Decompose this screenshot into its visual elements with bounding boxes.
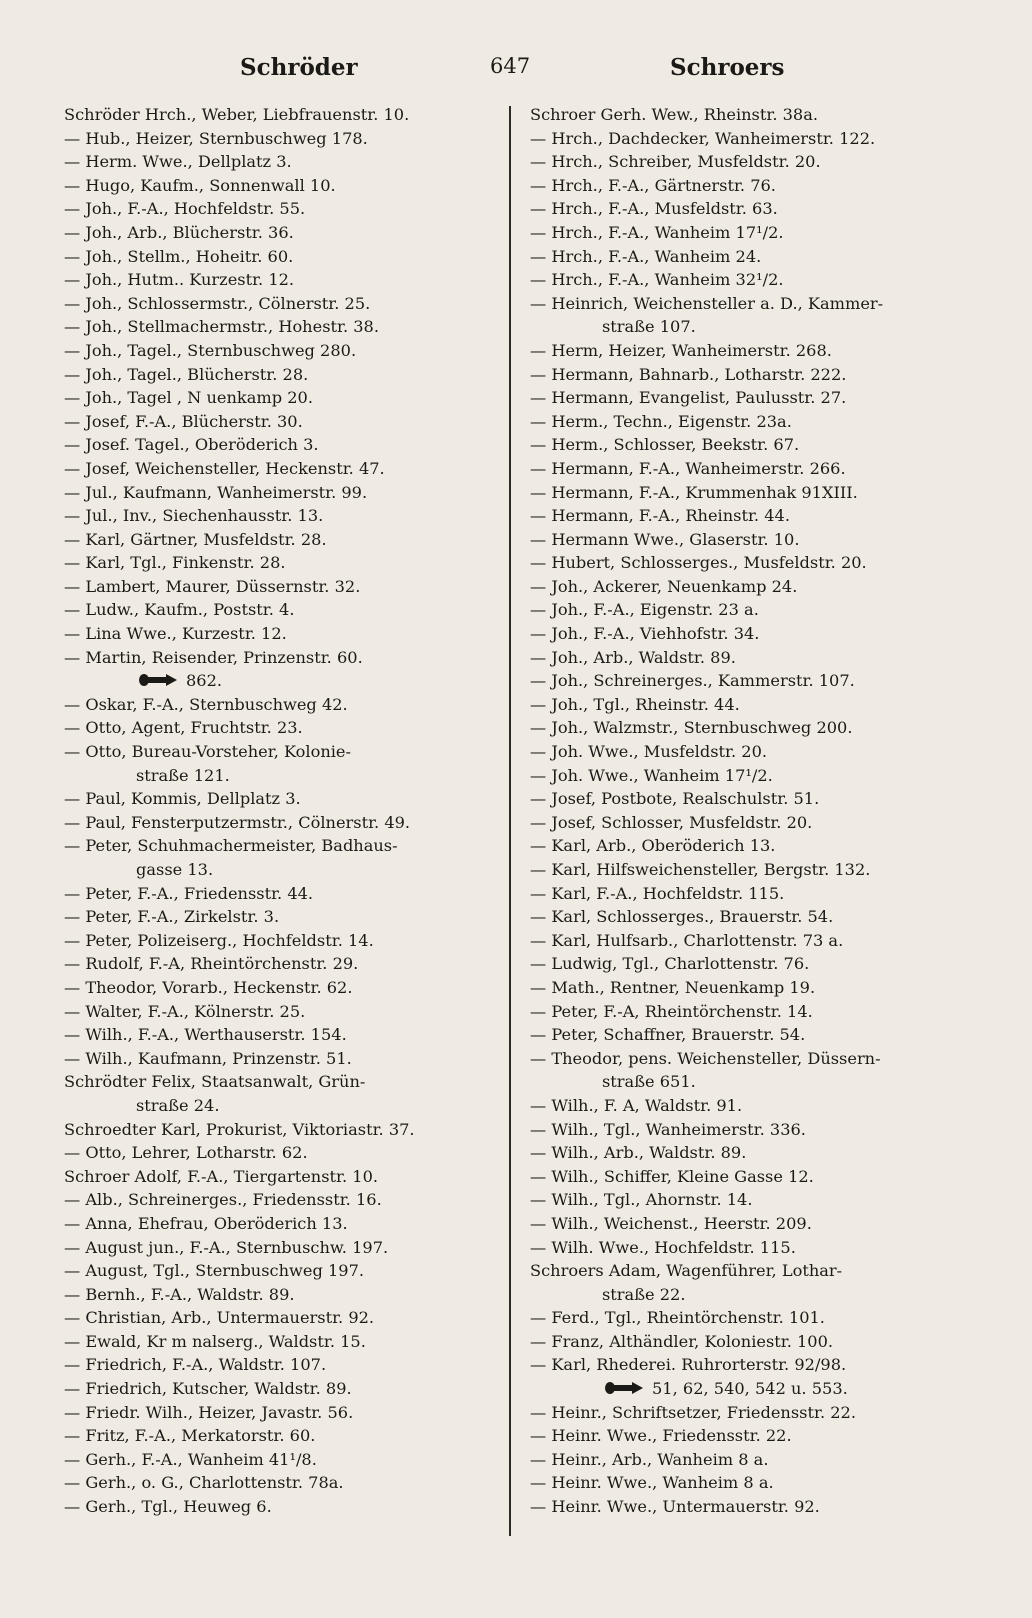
- directory-entry: [64, 1471, 496, 1495]
- directory-entry: [64, 127, 496, 151]
- entry-text: — Josef, Postbote, Realschulstr. 51.: [530, 789, 820, 809]
- directory-entry: [530, 811, 960, 835]
- entry-text: — Karl, F.-A., Hochfeldstr. 115.: [530, 883, 785, 903]
- entry-text: — Jul., Kaufmann, Wanheimerstr. 99.: [64, 482, 368, 502]
- entry-text: — Ewald, Kr m nalserg., Waldstr. 15.: [64, 1331, 366, 1351]
- directory-entry: [64, 551, 496, 575]
- entry-text: Schröder Hrch., Weber, Liebfrauenstr. 10.: [64, 105, 410, 124]
- directory-entry: [530, 669, 960, 693]
- entry-text: — Peter, F.-A., Zirkelstr. 3.: [64, 907, 280, 927]
- entry-text: — Paul, Fensterputzermstr., Cölnerstr. 49.: [64, 812, 411, 832]
- entry-text: — Heinr., Arb., Wanheim 8 a.: [530, 1449, 769, 1469]
- entry-text: — Theodor, Vorarb., Heckenstr. 62.: [64, 977, 353, 997]
- directory-entry: [530, 1188, 960, 1212]
- directory-entry: [64, 1353, 496, 1377]
- directory-entry: [530, 1330, 960, 1354]
- directory-entry: [64, 598, 496, 622]
- directory-entry: [530, 764, 960, 788]
- directory-entry: [530, 386, 960, 410]
- entry-text: — Hrch., F.-A., Gärtnerstr. 76.: [530, 175, 776, 195]
- entry-text: — Joh., Schreinerges., Kammerstr. 107.: [530, 671, 855, 691]
- entry-text: — Theodor, pens. Weichensteller, Düssern-: [530, 1048, 881, 1068]
- directory-entry: [64, 1306, 496, 1330]
- entry-text: — Wilh., Weichenst., Heerstr. 209.: [530, 1213, 812, 1233]
- directory-entry: [64, 1118, 496, 1142]
- directory-entry: [530, 716, 960, 740]
- directory-entry: [64, 1023, 496, 1047]
- directory-entry: [530, 858, 960, 882]
- entry-continuation: [530, 315, 960, 339]
- entry-text: — Ludw., Kaufm., Poststr. 4.: [64, 600, 295, 620]
- directory-entry: [530, 1306, 960, 1330]
- entry-text: 51, 62, 540, 542 u. 553.: [652, 1379, 848, 1399]
- entry-continuation: [64, 1094, 496, 1118]
- entry-text: — Heinrich, Weichensteller a. D., Kammer-: [530, 293, 884, 313]
- directory-entry: [64, 221, 496, 245]
- entry-text: — Wilh., Tgl., Wanheimerstr. 336.: [530, 1119, 806, 1139]
- directory-entry: [64, 787, 496, 811]
- directory-entry: [64, 150, 496, 174]
- directory-entry: [530, 622, 960, 646]
- entry-continuation: [530, 1070, 960, 1094]
- directory-entry: [64, 1188, 496, 1212]
- entry-text: — Friedrich, Kutscher, Waldstr. 89.: [64, 1379, 352, 1399]
- entry-text: — Jul., Inv., Siechenhausstr. 13.: [64, 506, 324, 526]
- entry-text: — Hrch., F.-A., Musfeldstr. 63.: [530, 199, 778, 219]
- column-divider: [509, 106, 511, 1536]
- entry-text: — Joh., Tgl., Rheinstr. 44.: [530, 694, 740, 714]
- directory-entry: [530, 646, 960, 670]
- entry-text: — Hrch., Schreiber, Musfeldstr. 20.: [530, 152, 821, 172]
- directory-entry: [64, 882, 496, 906]
- directory-entry: [64, 481, 496, 505]
- directory-entry: [64, 1330, 496, 1354]
- entry-text: — Joh., Schlossermstr., Cölnerstr. 25.: [64, 293, 371, 313]
- page-number: 647: [490, 54, 531, 78]
- directory-entry: [530, 363, 960, 387]
- entry-text: — Joh., Ackerer, Neuenkamp 24.: [530, 576, 798, 596]
- directory-entry: [530, 528, 960, 552]
- entry-text: — Bernh., F.-A., Waldstr. 89.: [64, 1284, 295, 1304]
- directory-entry: [64, 103, 496, 127]
- directory-entry: [530, 952, 960, 976]
- entry-text: — Hrch., F.-A., Wanheim 32¹/2.: [530, 270, 784, 290]
- entry-text: — Gerh., Tgl., Heuweg 6.: [64, 1497, 272, 1517]
- directory-entry: [530, 1471, 960, 1495]
- entry-text: — Karl, Hulfsarb., Charlottenstr. 73 a.: [530, 930, 844, 950]
- entry-text: — Wilh., Tgl., Ahornstr. 14.: [530, 1190, 753, 1210]
- directory-entry: [64, 315, 496, 339]
- entry-text: — Joh., F.-A., Viehhofstr. 34.: [530, 624, 760, 644]
- directory-entry: [64, 339, 496, 363]
- entry-text: — Heinr. Wwe., Untermauerstr. 92.: [530, 1497, 820, 1517]
- entry-text: gasse 13.: [136, 860, 214, 879]
- entry-text: — Martin, Reisender, Prinzenstr. 60.: [64, 647, 363, 667]
- entry-continuation: [64, 858, 496, 882]
- directory-entry: [64, 976, 496, 1000]
- entry-text: — Karl, Tgl., Finkenstr. 28.: [64, 553, 286, 573]
- entry-text: — Math., Rentner, Neuenkamp 19.: [530, 977, 816, 997]
- directory-entry: [530, 481, 960, 505]
- entry-text: — Wilh., F. A, Waldstr. 91.: [530, 1095, 743, 1115]
- directory-entry: [64, 528, 496, 552]
- directory-entry: [64, 245, 496, 269]
- entry-text: — Herm., Schlosser, Beekstr. 67.: [530, 435, 800, 455]
- directory-entry: [64, 433, 496, 457]
- directory-entry: [530, 268, 960, 292]
- directory-entry: [530, 292, 960, 316]
- right-column: [530, 103, 960, 1519]
- directory-entry: [64, 504, 496, 528]
- entry-continuation: [530, 1283, 960, 1307]
- directory-entry: [530, 1000, 960, 1024]
- directory-entry: [530, 929, 960, 953]
- entry-text: straße 121.: [136, 765, 230, 785]
- directory-entry: [530, 1401, 960, 1425]
- directory-entry: [64, 1495, 496, 1519]
- directory-entry: [530, 127, 960, 151]
- entry-text: — Hermann, F.-A., Krummenhak 91XIII.: [530, 482, 858, 502]
- entry-text: — Otto, Lehrer, Lotharstr. 62.: [64, 1143, 308, 1163]
- entry-text: — Herm, Heizer, Wanheimerstr. 268.: [530, 340, 832, 360]
- directory-entry: [530, 740, 960, 764]
- entry-text: — Josef, Weichensteller, Heckenstr. 47.: [64, 458, 385, 478]
- directory-entry: [530, 1448, 960, 1472]
- directory-entry: [64, 1141, 496, 1165]
- entry-text: — Joh. Wwe., Wanheim 17¹/2.: [530, 765, 773, 785]
- directory-entry: [530, 1165, 960, 1189]
- directory-entry: [64, 197, 496, 221]
- entry-text: — Wilh., Arb., Waldstr. 89.: [530, 1143, 747, 1163]
- entry-text: — Heinr. Wwe., Friedensstr. 22.: [530, 1426, 792, 1446]
- entry-text: — Herm., Techn., Eigenstr. 23a.: [530, 411, 792, 431]
- directory-entry: [530, 410, 960, 434]
- entry-text: — Hrch., Dachdecker, Wanheimerstr. 122.: [530, 128, 876, 148]
- directory-entry: [64, 1165, 496, 1189]
- directory-entry: [530, 882, 960, 906]
- entry-text: — Joh., Arb., Blücherstr. 36.: [64, 222, 294, 242]
- entry-text: — Lina Wwe., Kurzestr. 12.: [64, 624, 287, 644]
- entry-text: — Gerh., F.-A., Wanheim 41¹/8.: [64, 1449, 317, 1469]
- entry-text: 862.: [186, 671, 223, 691]
- entry-text: — Paul, Kommis, Dellplatz 3.: [64, 789, 301, 809]
- entry-text: — Josef. Tagel., Oberöderich 3.: [64, 435, 319, 455]
- entry-text: — Friedrich, F.-A., Waldstr. 107.: [64, 1355, 327, 1375]
- entry-text: — Wilh., Schiffer, Kleine Gasse 12.: [530, 1166, 814, 1186]
- directory-entry: [64, 386, 496, 410]
- directory-entry: [530, 1094, 960, 1118]
- directory-entry: [64, 1000, 496, 1024]
- directory-entry: [64, 1259, 496, 1283]
- entry-text: Schroedter Karl, Prokurist, Viktoriastr. 37.: [64, 1119, 415, 1139]
- directory-entry: [530, 103, 960, 127]
- telephone-line: [530, 1377, 960, 1401]
- entry-text: straße 24.: [136, 1095, 220, 1115]
- directory-entry: [530, 787, 960, 811]
- entry-text: — Joh., Arb., Waldstr. 89.: [530, 647, 736, 667]
- entry-text: — Karl, Hilfsweichensteller, Bergstr. 132.: [530, 860, 871, 879]
- directory-entry: [64, 929, 496, 953]
- directory-entry: [530, 1353, 960, 1377]
- directory-entry: [64, 1236, 496, 1260]
- directory-entry: [64, 1212, 496, 1236]
- entry-text: — Peter, F.-A, Rheintörchenstr. 14.: [530, 1001, 813, 1021]
- directory-entry: [530, 245, 960, 269]
- telephone-icon: [138, 673, 178, 687]
- entry-text: straße 651.: [602, 1072, 696, 1092]
- entry-text: — Hub., Heizer, Sternbuschweg 178.: [64, 128, 368, 148]
- telephone-icon: [604, 1381, 644, 1395]
- directory-entry: [530, 457, 960, 481]
- entry-text: — Alb., Schreinerges., Friedensstr. 16.: [64, 1190, 382, 1210]
- directory-entry: [64, 1448, 496, 1472]
- entry-text: — Karl, Arb., Oberöderich 13.: [530, 836, 776, 856]
- directory-entry: [64, 811, 496, 835]
- directory-entry: [530, 575, 960, 599]
- entry-text: — Heinr., Schriftsetzer, Friedensstr. 22.: [530, 1402, 856, 1422]
- directory-entry: [64, 693, 496, 717]
- directory-entry: [64, 1070, 496, 1094]
- entry-text: straße 22.: [602, 1284, 686, 1304]
- directory-entry: [64, 905, 496, 929]
- entry-text: — Peter, Schaffner, Brauerstr. 54.: [530, 1025, 806, 1045]
- directory-entry: [64, 1424, 496, 1448]
- entry-text: Schrödter Felix, Staatsanwalt, Grün-: [64, 1072, 366, 1092]
- entry-text: — Joh. Wwe., Musfeldstr. 20.: [530, 742, 768, 762]
- entry-text: — Hermann, F.-A., Wanheimerstr. 266.: [530, 458, 846, 478]
- entry-text: — Lambert, Maurer, Düssernstr. 32.: [64, 576, 361, 596]
- directory-entry: [530, 1023, 960, 1047]
- entry-text: — Wilh., Kaufmann, Prinzenstr. 51.: [64, 1048, 352, 1068]
- entry-text: — Joh., Tagel , N uenkamp 20.: [64, 388, 313, 408]
- entry-text: — Wilh. Wwe., Hochfeldstr. 115.: [530, 1237, 796, 1257]
- entry-text: — Karl, Schlosserges., Brauerstr. 54.: [530, 907, 834, 927]
- entry-text: — Joh., Walzmstr., Sternbuschweg 200.: [530, 718, 853, 738]
- entry-text: — Otto, Bureau-Vorsteher, Kolonie-: [64, 742, 351, 762]
- entry-text: — Friedr. Wilh., Heizer, Javastr. 56.: [64, 1402, 354, 1422]
- directory-entry: [530, 1424, 960, 1448]
- directory-entry: [64, 622, 496, 646]
- directory-entry: [64, 1283, 496, 1307]
- directory-entry: [530, 221, 960, 245]
- entry-text: — Hugo, Kaufm., Sonnenwall 10.: [64, 175, 336, 195]
- entry-text: — Josef, Schlosser, Musfeldstr. 20.: [530, 812, 813, 832]
- entry-text: — Heinr. Wwe., Wanheim 8 a.: [530, 1473, 774, 1493]
- directory-entry: [64, 952, 496, 976]
- entry-text: — Karl, Gärtner, Musfeldstr. 28.: [64, 529, 327, 549]
- directory-entry: [530, 1259, 960, 1283]
- entry-text: — Joh., Stellmachermstr., Hohestr. 38.: [64, 317, 379, 337]
- entry-text: — Josef, F.-A., Blücherstr. 30.: [64, 411, 303, 431]
- directory-entry: [64, 1401, 496, 1425]
- entry-text: Schroers Adam, Wagenführer, Lothar-: [530, 1261, 843, 1281]
- directory-entry: [530, 598, 960, 622]
- entry-text: — Herm. Wwe., Dellplatz 3.: [64, 152, 292, 172]
- entry-text: — Wilh., F.-A., Werthauserstr. 154.: [64, 1025, 347, 1045]
- entry-text: — Hermann Wwe., Glaserstr. 10.: [530, 529, 800, 549]
- directory-entry: [530, 433, 960, 457]
- entry-text: — Hubert, Schlosserges., Musfeldstr. 20.: [530, 553, 867, 573]
- entry-text: — Hermann, F.-A., Rheinstr. 44.: [530, 506, 790, 526]
- directory-entry: [530, 551, 960, 575]
- entry-text: — Christian, Arb., Untermauerstr. 92.: [64, 1308, 375, 1328]
- entry-text: — August jun., F.-A., Sternbuschw. 197.: [64, 1237, 389, 1257]
- entry-text: — Anna, Ehefrau, Oberöderich 13.: [64, 1213, 348, 1233]
- entry-text: — Oskar, F.-A., Sternbuschweg 42.: [64, 694, 348, 714]
- directory-entry: [64, 292, 496, 316]
- directory-entry: [530, 1047, 960, 1071]
- entry-text: — Rudolf, F.-A, Rheintörchenstr. 29.: [64, 954, 359, 974]
- entry-text: — Peter, Schuhmachermeister, Badhaus-: [64, 836, 398, 856]
- entry-text: — Ferd., Tgl., Rheintörchenstr. 101.: [530, 1308, 825, 1328]
- entry-text: — Ludwig, Tgl., Charlottenstr. 76.: [530, 954, 810, 974]
- directory-entry: [530, 1236, 960, 1260]
- directory-entry: [530, 504, 960, 528]
- directory-entry: [64, 575, 496, 599]
- directory-entry: [64, 174, 496, 198]
- entry-text: — Hermann, Evangelist, Paulusstr. 27.: [530, 388, 847, 408]
- entry-text: — Joh., Hutm.. Kurzestr. 12.: [64, 270, 295, 290]
- directory-entry: [64, 716, 496, 740]
- entry-text: — Hrch., F.-A., Wanheim 24.: [530, 246, 762, 266]
- directory-entry: [530, 693, 960, 717]
- directory-entry: [64, 410, 496, 434]
- directory-entry: [530, 150, 960, 174]
- entry-text: — Otto, Agent, Fruchtstr. 23.: [64, 718, 303, 738]
- entry-text: — Karl, Rhederei. Ruhrorterstr. 92/98.: [530, 1355, 847, 1375]
- entry-text: — Joh., F.-A., Hochfeldstr. 55.: [64, 199, 306, 219]
- directory-entry: [530, 1118, 960, 1142]
- entry-text: Schroer Gerh. Wew., Rheinstr. 38a.: [530, 105, 819, 124]
- entry-text: — Peter, F.-A., Friedensstr. 44.: [64, 883, 314, 903]
- directory-entry: [64, 268, 496, 292]
- directory-entry: [64, 1047, 496, 1071]
- directory-entry: [530, 1212, 960, 1236]
- header-left-name: Schröder: [240, 54, 358, 81]
- entry-text: — Joh., Tagel., Sternbuschweg 280.: [64, 340, 357, 360]
- directory-entry: [64, 646, 496, 670]
- directory-entry: [530, 1141, 960, 1165]
- page-header: [0, 54, 1032, 88]
- directory-entry: [530, 834, 960, 858]
- left-column: [64, 103, 496, 1519]
- directory-entry: [530, 976, 960, 1000]
- directory-entry: [530, 174, 960, 198]
- entry-text: — Joh., F.-A., Eigenstr. 23 a.: [530, 600, 759, 620]
- entry-text: — Walter, F.-A., Kölnerstr. 25.: [64, 1001, 306, 1021]
- directory-entry: [64, 834, 496, 858]
- entry-text: Schroer Adolf, F.-A., Tiergartenstr. 10.: [64, 1166, 379, 1186]
- telephone-line: [64, 669, 496, 693]
- entry-text: — Fritz, F.-A., Merkatorstr. 60.: [64, 1426, 316, 1446]
- entry-text: — Gerh., o. G., Charlottenstr. 78a.: [64, 1473, 344, 1493]
- entry-text: — Hermann, Bahnarb., Lotharstr. 222.: [530, 364, 847, 384]
- directory-entry: [64, 1377, 496, 1401]
- directory-entry: [530, 197, 960, 221]
- entry-text: straße 107.: [602, 317, 696, 337]
- entry-text: — Peter, Polizeiserg., Hochfeldstr. 14.: [64, 930, 374, 950]
- entry-text: — August, Tgl., Sternbuschweg 197.: [64, 1261, 365, 1281]
- entry-text: — Hrch., F.-A., Wanheim 17¹/2.: [530, 222, 784, 242]
- directory-entry: [530, 905, 960, 929]
- directory-entry: [64, 363, 496, 387]
- header-right-name: Schroers: [670, 54, 785, 81]
- directory-entry: [64, 457, 496, 481]
- entry-text: — Franz, Althändler, Koloniestr. 100.: [530, 1331, 834, 1351]
- directory-entry: [530, 339, 960, 363]
- entry-text: — Joh., Stellm., Hoheitr. 60.: [64, 246, 294, 266]
- directory-entry: [530, 1495, 960, 1519]
- entry-text: — Joh., Tagel., Blücherstr. 28.: [64, 364, 309, 384]
- directory-entry: [64, 740, 496, 764]
- entry-continuation: [64, 764, 496, 788]
